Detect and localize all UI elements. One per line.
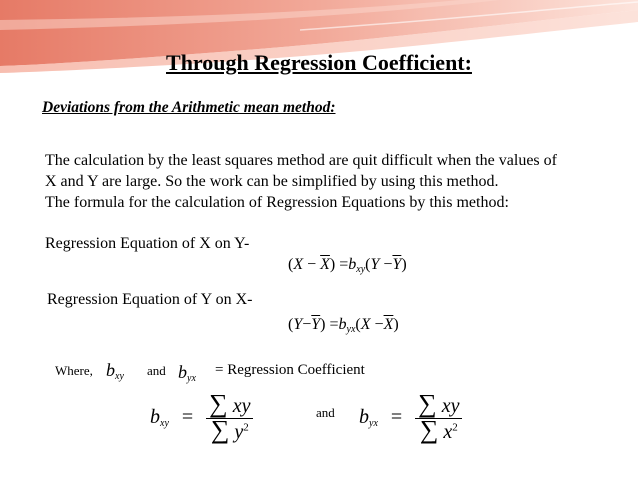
section-subtitle: Deviations from the Arithmetic mean method: [42, 99, 336, 116]
eq2-label: Regression Equation of Y on X- [47, 291, 253, 308]
paragraph-line-1: The calculation by the least squares method are quit difficult when the values of [45, 152, 557, 169]
coefficient-label: = Regression Coefficient [215, 362, 365, 378]
and-label: and [147, 363, 166, 378]
eq1-label: Regression Equation of X on Y- [45, 235, 250, 252]
symbol-byx: $b_{yx}$ [178, 362, 196, 384]
where-label: Where, [55, 363, 93, 378]
symbol-bxy: $b_{xy}$ [106, 360, 124, 382]
equation-x-on-y: $(X - \overline{X}) =b_{xy}(Y -\overline{Y})$ [288, 256, 407, 275]
formula-bxy: $b_{xy}$ = $\frac{\sum xy}{\sum y^2}$ [150, 393, 253, 444]
formula-byx: $b_{yx}$ = $\frac{\sum xy}{\sum x^2}$ [359, 393, 462, 444]
and-label-2: and [316, 405, 335, 420]
paragraph-line-2: X and Y are large. So the work can be simplified by using this method. [45, 173, 499, 190]
equation-y-on-x: $(Y-\overline{Y}) =b_{yx}(X -\overline{X})$ [288, 316, 399, 335]
paragraph-line-3: The formula for the calculation of Regression Equations by this method: [45, 194, 509, 211]
page-title: Through Regression Coefficient: [166, 50, 472, 75]
